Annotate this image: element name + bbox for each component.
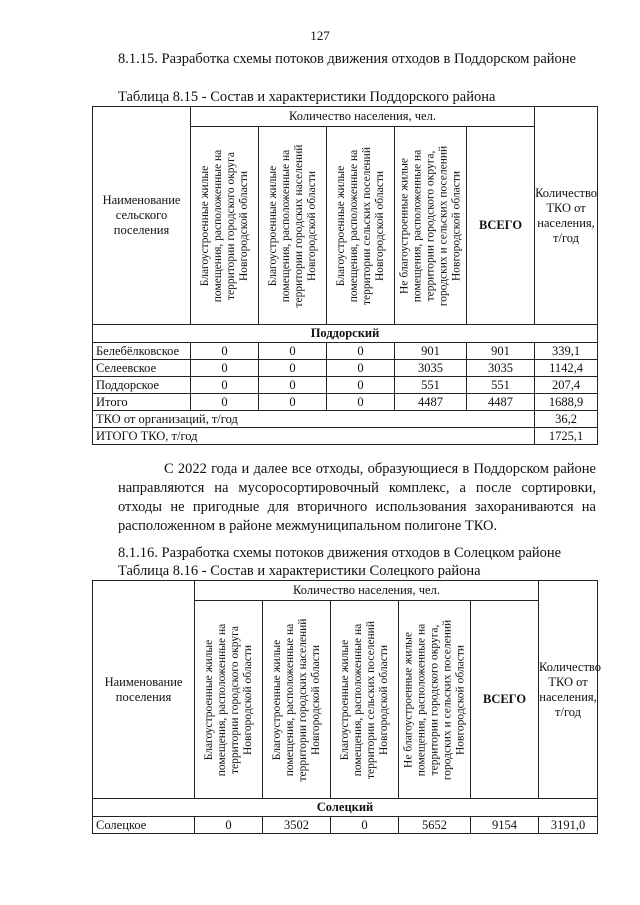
row-name: Солецкое <box>93 817 195 834</box>
header-col-urban-settlements <box>263 601 331 799</box>
cell-value: 3502 <box>263 817 331 834</box>
table-caption-soletsky: Таблица 8.16 - Состав и характеристики Солецкого района <box>118 563 481 579</box>
header-text-line: помещения, расположенные на <box>415 623 427 776</box>
row-name: Поддорское <box>93 377 191 394</box>
header-text-line: Новгородской области <box>241 644 254 755</box>
cell-value: 4487 <box>467 394 535 411</box>
district-row-poddorsky: Поддорский <box>93 325 598 343</box>
header-text-line: территории городского округа <box>224 151 237 300</box>
header-text-line: Новгородской области <box>377 644 390 755</box>
row-name: Белебёлковское <box>93 343 191 360</box>
cell-value: 0 <box>259 377 327 394</box>
cell-value: 5652 <box>399 817 471 834</box>
cell-value: 0 <box>191 360 259 377</box>
header-text-line: Новгородской области <box>373 170 386 281</box>
cell-value: 0 <box>327 343 395 360</box>
cell-value: 0 <box>331 817 399 834</box>
cell-value: 901 <box>395 343 467 360</box>
header-text-line: Благоустроенные жилые <box>266 165 279 286</box>
header-text-line: помещения, расположенные на <box>279 149 292 302</box>
header-population-group: Количество населения, чел. <box>191 107 535 127</box>
header-text-line: городских и сельских поселений <box>437 145 449 306</box>
cell-value: 0 <box>191 394 259 411</box>
org-tko-row <box>93 411 598 428</box>
org-tko-label: ТКО от организаций, т/год <box>93 411 535 428</box>
header-text-line: Новгородской области <box>454 644 466 755</box>
cell-value: 3191,0 <box>539 817 598 834</box>
cell-value: 3035 <box>395 360 467 377</box>
table-row <box>93 377 598 394</box>
header-col-city-district <box>195 601 263 799</box>
header-text-line: Не благоустроенные жилые <box>398 157 410 294</box>
cell-value: 0 <box>327 360 395 377</box>
cell-value: 4487 <box>395 394 467 411</box>
header-col-unimproved <box>399 601 471 799</box>
grand-total-value: 1725,1 <box>535 428 598 445</box>
header-text-line: территории городских населений <box>296 618 309 781</box>
cell-value: 0 <box>327 377 395 394</box>
cell-value: 207,4 <box>535 377 598 394</box>
cell-value: 901 <box>467 343 535 360</box>
header-settlement-name: Наименование поселения <box>93 581 195 799</box>
header-text-line: территории сельских поселений <box>360 146 373 305</box>
header-text-line: Благоустроенные жилые <box>334 165 347 286</box>
header-text-line: помещения, расположенные на <box>211 149 224 302</box>
cell-value: 0 <box>327 394 395 411</box>
page-number: 127 <box>310 28 330 43</box>
header-text-line: Новгородской области <box>237 170 250 281</box>
header-text-line: помещения, расположенные на <box>347 149 360 302</box>
header-text-line: помещения, расположенные на <box>351 623 364 776</box>
header-text-line: помещения, расположенные на <box>411 149 423 302</box>
header-settlement-name: Наименование сельского поселения <box>93 107 191 325</box>
header-text-line: помещения, расположенные на <box>283 623 296 776</box>
row-name: Итого <box>93 394 191 411</box>
header-text-line: территории городского округа <box>228 625 241 774</box>
paragraph-poddorsky: С 2022 года и далее все отходы, образующиеся в Поддорском районе направляются на мусоросортировочный комплекс, а после сортировки, отходы не пригодные для вторичного использования захораниваются на расположенном в районе межмуниципальном полигоне ТКО. <box>118 461 596 534</box>
header-text-line: Новгородской области <box>305 170 318 281</box>
cell-value: 0 <box>191 377 259 394</box>
table-soletsky <box>92 580 601 834</box>
grand-total-label: ИТОГО ТКО, т/год <box>93 428 535 445</box>
cell-value: 551 <box>467 377 535 394</box>
header-text-line: территории городского округа, <box>428 624 440 775</box>
header-text-line: территории городских населений <box>292 144 305 307</box>
table-caption-poddorsky: Таблица 8.15 - Состав и характеристики Поддорского района <box>118 89 496 105</box>
table-row <box>93 343 598 360</box>
cell-value: 339,1 <box>535 343 598 360</box>
header-tko-amount: Количество ТКО от населения, т/год <box>535 107 598 325</box>
header-col-urban-settlements <box>259 127 327 325</box>
table-row <box>93 360 598 377</box>
header-text-line: Новгородской области <box>450 170 462 281</box>
cell-value: 0 <box>259 394 327 411</box>
header-col-city-district <box>191 127 259 325</box>
cell-value: 0 <box>259 360 327 377</box>
header-text-line: территории сельских поселений <box>364 620 377 779</box>
cell-value: 0 <box>195 817 263 834</box>
cell-value: 0 <box>259 343 327 360</box>
header-text-line: городских и сельских поселений <box>441 619 453 780</box>
row-name: Селеевское <box>93 360 191 377</box>
grand-total-row <box>93 428 598 445</box>
section-heading-poddorsky: 8.1.15. Разработка схемы потоков движения отходов в Поддорском районе <box>118 51 576 67</box>
cell-value: 0 <box>191 343 259 360</box>
header-text-line: территории городского округа, <box>424 150 436 301</box>
header-text-line: Не благоустроенные жилые <box>402 631 414 768</box>
header-col-unimproved <box>395 127 467 325</box>
district-row-soletsky: Солецкий <box>93 799 598 817</box>
header-text-line: Благоустроенные жилые <box>338 639 351 760</box>
cell-value: 1688,9 <box>535 394 598 411</box>
cell-value: 3035 <box>467 360 535 377</box>
header-text-line: помещения, расположенные на <box>215 623 228 776</box>
table-poddorsky <box>92 106 598 445</box>
header-col-total: ВСЕГО <box>471 601 539 799</box>
cell-value: 1142,4 <box>535 360 598 377</box>
header-col-total: ВСЕГО <box>467 127 535 325</box>
section-heading-soletsky: 8.1.16. Разработка схемы потоков движения отходов в Солецком районе <box>118 545 562 561</box>
cell-value: 9154 <box>471 817 539 834</box>
header-text-line: Благоустроенные жилые <box>198 165 211 286</box>
header-col-rural-settlements <box>331 601 399 799</box>
header-text-line: Благоустроенные жилые <box>270 639 283 760</box>
header-population-group: Количество населения, чел. <box>195 581 539 601</box>
header-col-rural-settlements <box>327 127 395 325</box>
header-text-line: Новгородской области <box>309 644 322 755</box>
header-text-line: Благоустроенные жилые <box>202 639 215 760</box>
header-tko-amount: Количество ТКО от населения, т/год <box>539 581 598 799</box>
cell-value: 551 <box>395 377 467 394</box>
org-tko-value: 36,2 <box>535 411 598 428</box>
table-row <box>93 817 598 834</box>
table-row-total <box>93 394 598 411</box>
